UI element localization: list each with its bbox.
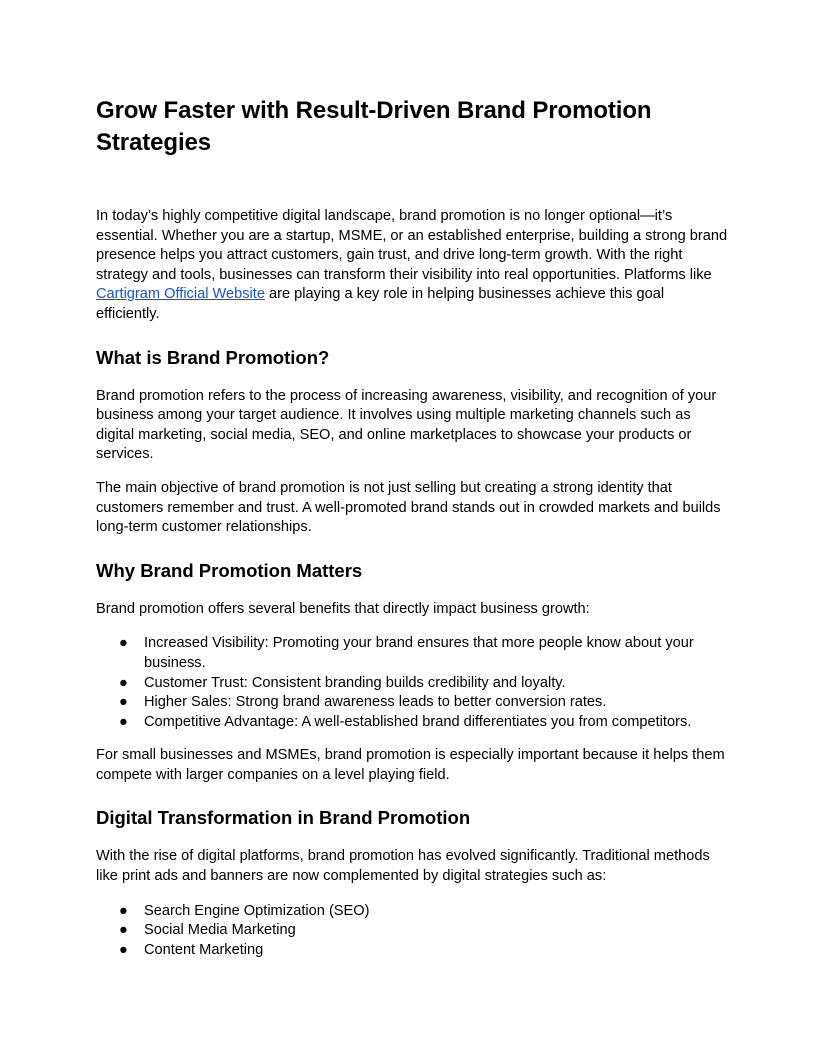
list-item-text: Search Engine Optimization (SEO): [144, 902, 370, 919]
benefits-list: [96, 634, 728, 732]
list-item: [96, 693, 728, 713]
why-lead-paragraph: Brand promotion offers several benefits that directly impact business growth:: [96, 600, 590, 617]
cartigram-website-link[interactable]: Cartigram Official Website: [96, 286, 265, 303]
what-paragraph-1: Brand promotion refers to the process of increasing awareness, visibility, and recognition of your business among your target audience. It involves using multiple marketing channels such as digital marketing, social media, SEO, and online marketplaces to showcase your products or services.: [96, 387, 717, 463]
list-item-text: Content Marketing: [144, 941, 264, 958]
list-item: [96, 941, 728, 961]
bullet-icon: ●: [119, 922, 128, 939]
digital-strategies-list: [96, 902, 728, 961]
document-body: [96, 95, 728, 960]
page-title: Grow Faster with Result-Driven Brand Promotion Strategies: [96, 97, 652, 156]
list-item: [96, 634, 728, 673]
list-item-text: Social Media Marketing: [144, 922, 296, 939]
list-item-text: Increased Visibility: Promoting your brand ensures that more people know about your business.: [144, 635, 694, 671]
list-item-text: Higher Sales: Strong brand awareness leads to better conversion rates.: [144, 694, 607, 711]
what-paragraph-2: The main objective of brand promotion is not just selling but creating a strong identity that customers remember and trust. A well-promoted brand stands out in crowded markets and builds long-term customer relationships.: [96, 479, 721, 536]
bullet-icon: ●: [119, 635, 128, 652]
section-heading-what: What is Brand Promotion?: [96, 346, 330, 368]
why-closing-paragraph: For small businesses and MSMEs, brand promotion is especially important because it helps them compete with larger companies on a level playing field.: [96, 747, 725, 783]
bullet-icon: ●: [119, 902, 128, 919]
list-item: [96, 674, 728, 694]
list-item-text: Competitive Advantage: A well-established brand differentiates you from competitors.: [144, 713, 692, 730]
list-item-text: Customer Trust: Consistent branding builds credibility and loyalty.: [144, 674, 566, 691]
section-heading-digital: Digital Transformation in Brand Promotion: [96, 807, 471, 829]
digital-lead-paragraph: With the rise of digital platforms, brand promotion has evolved significantly. Traditional methods like print ads and banners are now complemented by digital strategies such as:: [96, 848, 710, 885]
list-item: [96, 921, 728, 941]
intro-text-after-link: are playing a key role in helping businesses achieve this goal efficiently.: [96, 286, 665, 322]
intro-paragraph: [96, 207, 728, 325]
bullet-icon: ●: [119, 674, 128, 691]
list-item: [96, 902, 728, 922]
intro-text-before-link: In today’s highly competitive digital landscape, brand promotion is no longer optional—it’s essential. Whether you are a startup, MSME, or an established enterprise, building a strong brand presence helps you attract customers, gain trust, and drive long-term growth. With the right strategy and tools, businesses can transform their visibility into real opportunities. Platforms like: [96, 208, 728, 283]
section-heading-why: Why Brand Promotion Matters: [96, 559, 363, 581]
bullet-icon: ●: [119, 694, 128, 711]
bullet-icon: ●: [119, 941, 128, 958]
bullet-icon: ●: [119, 713, 128, 730]
list-item: [96, 713, 728, 733]
